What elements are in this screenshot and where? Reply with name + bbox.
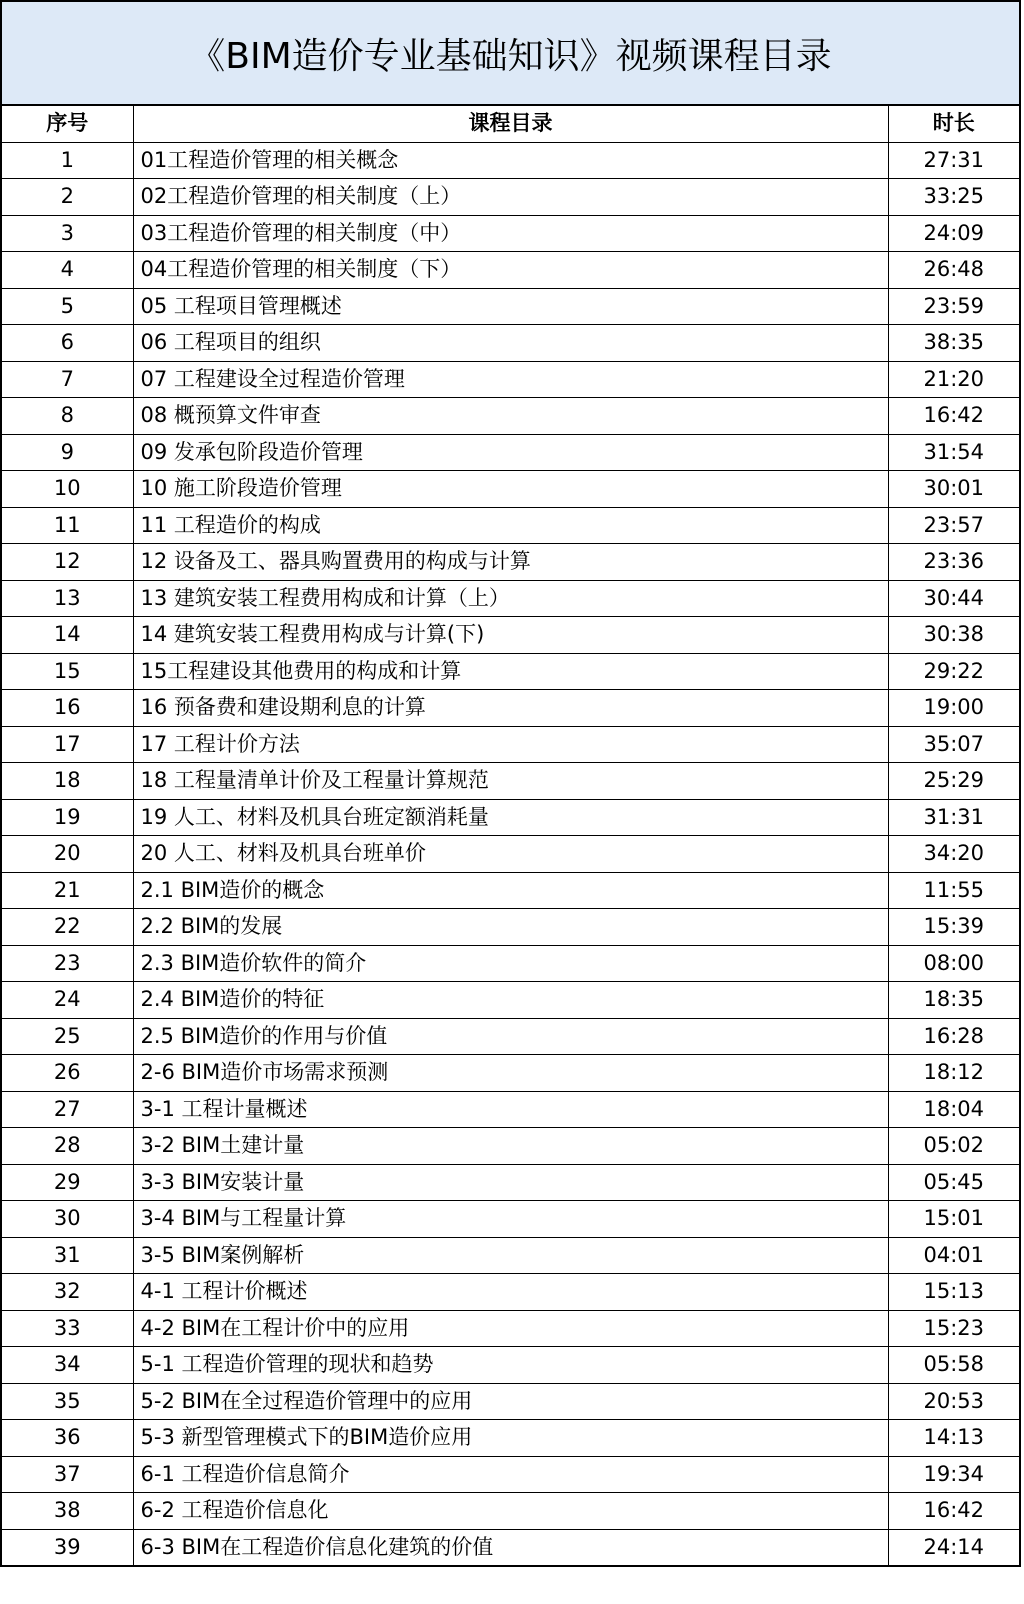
table-row <box>2 836 1019 873</box>
table-row <box>2 288 1019 325</box>
row-course-title: 05 工程项目管理概述 <box>133 288 888 325</box>
row-course-title: 5-1 工程造价管理的现状和趋势 <box>133 1347 888 1384</box>
row-duration: 30:38 <box>888 617 1019 654</box>
row-duration: 18:04 <box>888 1091 1019 1128</box>
row-index: 11 <box>2 507 133 544</box>
row-index: 21 <box>2 872 133 909</box>
row-index: 9 <box>2 434 133 471</box>
row-duration: 24:09 <box>888 215 1019 252</box>
row-index: 29 <box>2 1164 133 1201</box>
table-row <box>2 1201 1019 1238</box>
row-duration: 11:55 <box>888 872 1019 909</box>
row-duration: 23:36 <box>888 544 1019 581</box>
table-row <box>2 1347 1019 1384</box>
row-duration: 19:34 <box>888 1456 1019 1493</box>
row-index: 13 <box>2 580 133 617</box>
table-row <box>2 179 1019 216</box>
row-course-title: 07 工程建设全过程造价管理 <box>133 361 888 398</box>
row-duration: 16:42 <box>888 1493 1019 1530</box>
table-row <box>2 1164 1019 1201</box>
row-duration: 27:31 <box>888 142 1019 179</box>
row-course-title: 5-2 BIM在全过程造价管理中的应用 <box>133 1383 888 1420</box>
row-duration: 31:31 <box>888 799 1019 836</box>
row-index: 25 <box>2 1018 133 1055</box>
table-row <box>2 982 1019 1019</box>
row-index: 36 <box>2 1420 133 1457</box>
row-duration: 20:53 <box>888 1383 1019 1420</box>
row-index: 17 <box>2 726 133 763</box>
table-row <box>2 1018 1019 1055</box>
row-course-title: 17 工程计价方法 <box>133 726 888 763</box>
row-duration: 19:00 <box>888 690 1019 727</box>
row-index: 28 <box>2 1128 133 1165</box>
table-row <box>2 507 1019 544</box>
row-course-title: 16 预备费和建设期利息的计算 <box>133 690 888 727</box>
table-row <box>2 215 1019 252</box>
row-index: 31 <box>2 1237 133 1274</box>
table-row <box>2 142 1019 179</box>
row-index: 10 <box>2 471 133 508</box>
row-course-title: 18 工程量清单计价及工程量计算规范 <box>133 763 888 800</box>
row-duration: 38:35 <box>888 325 1019 362</box>
row-course-title: 3-2 BIM土建计量 <box>133 1128 888 1165</box>
row-index: 37 <box>2 1456 133 1493</box>
row-index: 16 <box>2 690 133 727</box>
row-duration: 23:57 <box>888 507 1019 544</box>
row-course-title: 15工程建设其他费用的构成和计算 <box>133 653 888 690</box>
row-index: 2 <box>2 179 133 216</box>
table-row <box>2 361 1019 398</box>
row-index: 33 <box>2 1310 133 1347</box>
table-row <box>2 1493 1019 1530</box>
row-course-title: 04工程造价管理的相关制度（下） <box>133 252 888 289</box>
table-row <box>2 653 1019 690</box>
row-course-title: 4-2 BIM在工程计价中的应用 <box>133 1310 888 1347</box>
row-course-title: 6-2 工程造价信息化 <box>133 1493 888 1530</box>
row-duration: 18:12 <box>888 1055 1019 1092</box>
row-duration: 08:00 <box>888 945 1019 982</box>
row-course-title: 2.1 BIM造价的概念 <box>133 872 888 909</box>
row-index: 30 <box>2 1201 133 1238</box>
row-index: 20 <box>2 836 133 873</box>
table-row <box>2 580 1019 617</box>
row-duration: 14:13 <box>888 1420 1019 1457</box>
table-row <box>2 690 1019 727</box>
table-row <box>2 1274 1019 1311</box>
table-row <box>2 398 1019 435</box>
row-course-title: 01工程造价管理的相关概念 <box>133 142 888 179</box>
row-index: 8 <box>2 398 133 435</box>
row-index: 22 <box>2 909 133 946</box>
row-index: 26 <box>2 1055 133 1092</box>
row-index: 6 <box>2 325 133 362</box>
table-row <box>2 872 1019 909</box>
table-row <box>2 471 1019 508</box>
row-course-title: 10 施工阶段造价管理 <box>133 471 888 508</box>
row-course-title: 11 工程造价的构成 <box>133 507 888 544</box>
row-course-title: 13 建筑安装工程费用构成和计算（上） <box>133 580 888 617</box>
table-row <box>2 726 1019 763</box>
table-header-row <box>2 106 1019 142</box>
table-row <box>2 325 1019 362</box>
row-index: 7 <box>2 361 133 398</box>
row-course-title: 2.2 BIM的发展 <box>133 909 888 946</box>
row-course-title: 19 人工、材料及机具台班定额消耗量 <box>133 799 888 836</box>
row-course-title: 12 设备及工、器具购置费用的构成与计算 <box>133 544 888 581</box>
table-row <box>2 1456 1019 1493</box>
row-duration: 30:01 <box>888 471 1019 508</box>
table-row <box>2 909 1019 946</box>
row-duration: 30:44 <box>888 580 1019 617</box>
row-course-title: 2.4 BIM造价的特征 <box>133 982 888 1019</box>
table-row <box>2 1529 1019 1565</box>
row-course-title: 20 人工、材料及机具台班单价 <box>133 836 888 873</box>
row-duration: 31:54 <box>888 434 1019 471</box>
row-course-title: 06 工程项目的组织 <box>133 325 888 362</box>
row-index: 24 <box>2 982 133 1019</box>
table-row <box>2 1091 1019 1128</box>
row-duration: 26:48 <box>888 252 1019 289</box>
row-duration: 23:59 <box>888 288 1019 325</box>
row-course-title: 3-1 工程计量概述 <box>133 1091 888 1128</box>
row-duration: 21:20 <box>888 361 1019 398</box>
row-index: 27 <box>2 1091 133 1128</box>
row-course-title: 03工程造价管理的相关制度（中） <box>133 215 888 252</box>
table-row <box>2 544 1019 581</box>
row-duration: 04:01 <box>888 1237 1019 1274</box>
row-index: 23 <box>2 945 133 982</box>
row-course-title: 4-1 工程计价概述 <box>133 1274 888 1311</box>
row-index: 5 <box>2 288 133 325</box>
row-duration: 34:20 <box>888 836 1019 873</box>
table-row <box>2 763 1019 800</box>
row-index: 19 <box>2 799 133 836</box>
row-course-title: 2-6 BIM造价市场需求预测 <box>133 1055 888 1092</box>
header-index: 序号 <box>2 106 133 142</box>
row-course-title: 08 概预算文件审查 <box>133 398 888 435</box>
row-course-title: 2.5 BIM造价的作用与价值 <box>133 1018 888 1055</box>
row-course-title: 09 发承包阶段造价管理 <box>133 434 888 471</box>
table-row <box>2 1128 1019 1165</box>
table-row <box>2 434 1019 471</box>
row-index: 39 <box>2 1529 133 1565</box>
row-index: 15 <box>2 653 133 690</box>
row-index: 38 <box>2 1493 133 1530</box>
row-duration: 29:22 <box>888 653 1019 690</box>
row-duration: 15:13 <box>888 1274 1019 1311</box>
table-row <box>2 617 1019 654</box>
row-duration: 05:45 <box>888 1164 1019 1201</box>
row-index: 12 <box>2 544 133 581</box>
course-table <box>2 106 1019 1565</box>
table-row <box>2 1055 1019 1092</box>
table-row <box>2 799 1019 836</box>
row-index: 35 <box>2 1383 133 1420</box>
row-index: 18 <box>2 763 133 800</box>
header-course: 课程目录 <box>133 106 888 142</box>
row-duration: 24:14 <box>888 1529 1019 1565</box>
row-course-title: 3-5 BIM案例解析 <box>133 1237 888 1274</box>
row-index: 1 <box>2 142 133 179</box>
table-row <box>2 1237 1019 1274</box>
row-duration: 16:28 <box>888 1018 1019 1055</box>
row-duration: 15:01 <box>888 1201 1019 1238</box>
row-index: 34 <box>2 1347 133 1384</box>
row-duration: 35:07 <box>888 726 1019 763</box>
table-row <box>2 1310 1019 1347</box>
row-duration: 15:23 <box>888 1310 1019 1347</box>
header-duration: 时长 <box>888 106 1019 142</box>
table-row <box>2 945 1019 982</box>
row-duration: 05:58 <box>888 1347 1019 1384</box>
table-row <box>2 1383 1019 1420</box>
page-title: 《BIM造价专业基础知识》视频课程目录 <box>2 2 1019 106</box>
row-course-title: 3-4 BIM与工程量计算 <box>133 1201 888 1238</box>
row-duration: 18:35 <box>888 982 1019 1019</box>
row-duration: 25:29 <box>888 763 1019 800</box>
row-course-title: 6-3 BIM在工程造价信息化建筑的价值 <box>133 1529 888 1565</box>
row-index: 3 <box>2 215 133 252</box>
row-duration: 15:39 <box>888 909 1019 946</box>
row-duration: 33:25 <box>888 179 1019 216</box>
row-course-title: 6-1 工程造价信息简介 <box>133 1456 888 1493</box>
row-duration: 16:42 <box>888 398 1019 435</box>
row-course-title: 02工程造价管理的相关制度（上） <box>133 179 888 216</box>
row-index: 32 <box>2 1274 133 1311</box>
row-course-title: 14 建筑安装工程费用构成与计算(下) <box>133 617 888 654</box>
row-course-title: 2.3 BIM造价软件的简介 <box>133 945 888 982</box>
table-row <box>2 252 1019 289</box>
row-course-title: 5-3 新型管理模式下的BIM造价应用 <box>133 1420 888 1457</box>
row-index: 4 <box>2 252 133 289</box>
row-index: 14 <box>2 617 133 654</box>
row-duration: 05:02 <box>888 1128 1019 1165</box>
row-course-title: 3-3 BIM安装计量 <box>133 1164 888 1201</box>
table-row <box>2 1420 1019 1457</box>
